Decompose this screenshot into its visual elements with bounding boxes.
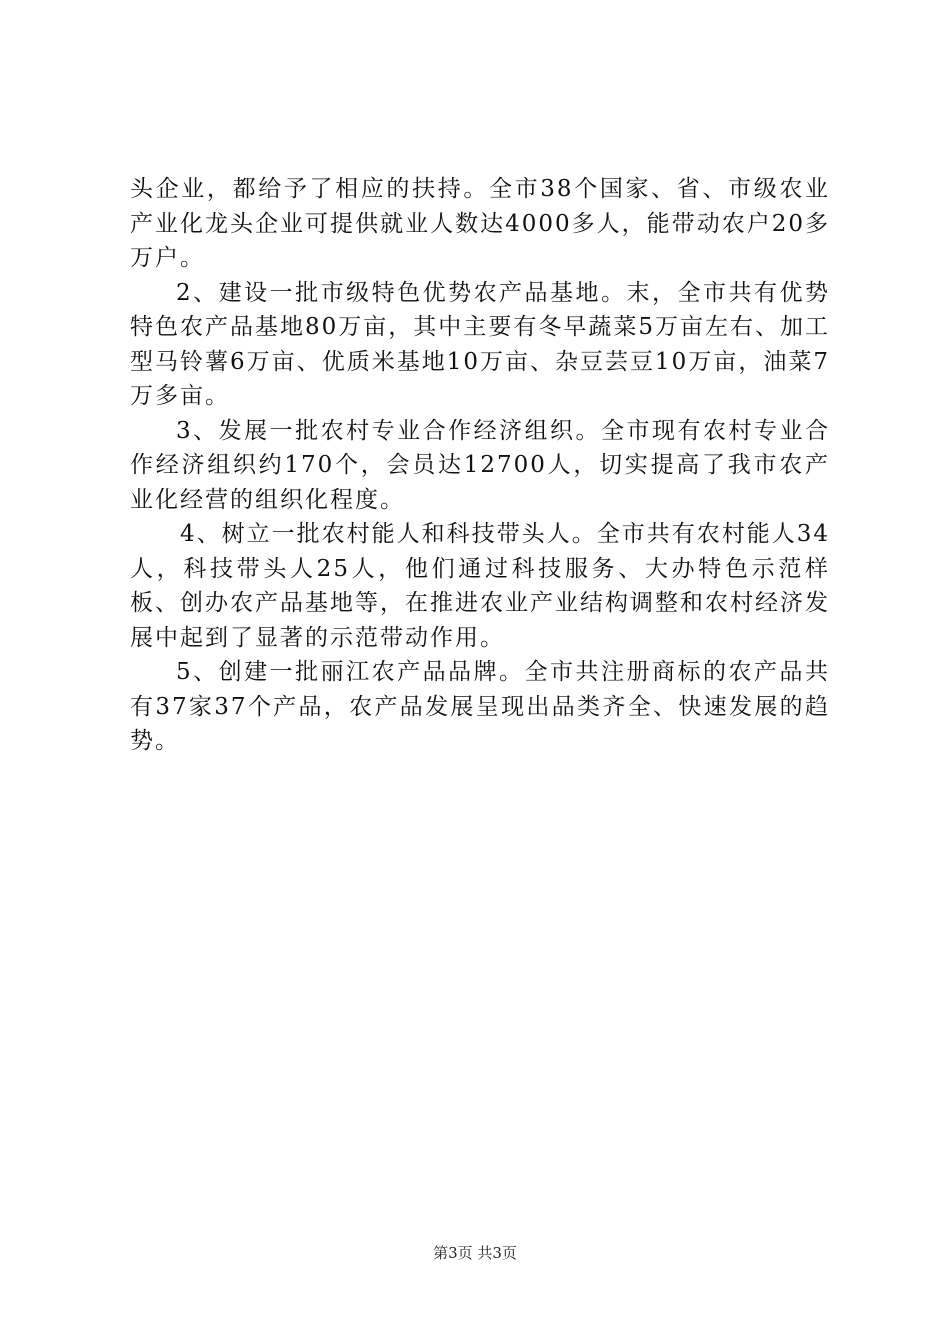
paragraph-item-5: 5、创建一批丽江农产品品牌。全市共注册商标的农产品共有37家37个产品，农产品发展呈现出品类齐全、快速发展的趋势。 — [130, 659, 830, 754]
paragraph-item-2: 2、建设一批市级特色优势农产品基地。末，全市共有优势特色农产品基地80万亩，其中主要有冬早蔬菜5万亩左右、加工型马铃薯6万亩、优质米基地10万亩、杂豆芸豆10万亩，油菜7万多亩。 — [130, 279, 830, 409]
paragraph-item-4: 4、树立一批农村能人和科技带头人。全市共有农村能人34人，科技带头人25人，他们通过科技服务、大办特色示范样板、创办农产品基地等，在推进农业产业结构调整和农村经济发展中起到了显著的示范带动作用。 — [130, 521, 830, 651]
paragraph-continuation: 头企业，都给予了相应的扶持。全市38个国家、省、市级农业产业化龙头企业可提供就业人数达4000多人，能带动农户20多万户。 — [130, 176, 830, 271]
page-number-footer: 第3页 共3页 — [433, 1244, 517, 1262]
document-body — [130, 172, 830, 759]
paragraph-item-3: 3、发展一批农村专业合作经济组织。全市现有农村专业合作经济组织约170个，会员达12700人，切实提高了我市农产业化经营的组织化程度。 — [130, 417, 830, 513]
